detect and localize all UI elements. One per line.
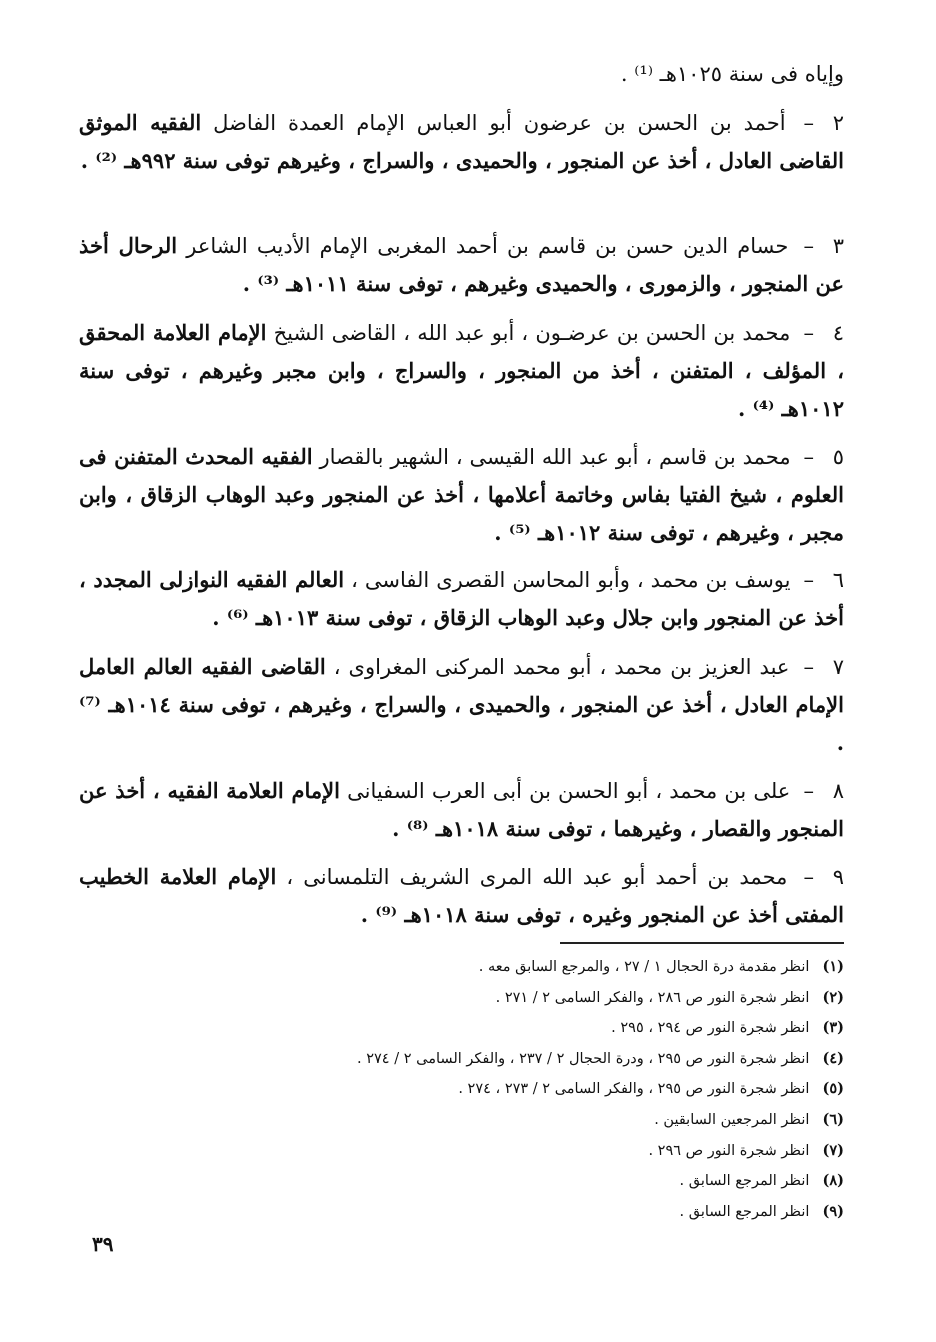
entry-text: محمد بن الحسن بن عرضـون ، أبو عبد الله ، القاضى الشيخ	[273, 321, 791, 345]
entry-dash: –	[803, 779, 814, 803]
footnote-1	[244, 952, 844, 983]
entry-7	[79, 648, 844, 762]
page-number: ٣٩	[92, 1232, 114, 1256]
footnote-7	[244, 1136, 844, 1167]
entry-dash: –	[803, 655, 814, 679]
entry-number: ٣	[832, 234, 844, 258]
footnote-text: انظر شجرة النور ص ٢٨٦ ، والفكر السامى ٢ / ٢٧١ .	[495, 989, 810, 1006]
entry-number: ٩	[832, 865, 844, 889]
entry-number: ٦	[832, 568, 844, 592]
footnote-5	[244, 1074, 844, 1105]
entry-text-bold: الرحال أخذ عن المنجور ، والزمورى ، والحميدى وغيرهم ، توفى سنة ١٠١١هـ ⁽³⁾ .	[79, 233, 844, 296]
footnote-number: (١)	[822, 958, 844, 975]
footnote-text: انظر شجرة النور ص ٢٩٤ ، ٢٩٥ .	[611, 1020, 810, 1037]
entry-8	[79, 772, 844, 848]
entry-number: ٨	[832, 779, 844, 803]
footnote-number: (٥)	[822, 1080, 844, 1098]
footnote-text: انظر شجرة النور ص ٢٩٥ ، ودرة الحجال ٢ / ٢٣٧ ، والفكر السامى ٢ / ٢٧٤ .	[357, 1050, 810, 1067]
entry-text: أحمد بن الحسن بن عرضون أبو العباس الإمام العمدة الفاضل	[213, 111, 786, 135]
entry-dash: –	[803, 865, 814, 889]
entry-dash: –	[803, 445, 814, 469]
footnote-number: (٦)	[822, 1110, 844, 1128]
entry-text: محمد بن قاسم ، أبو عبد الله القيسى ، الشهير بالقصار	[319, 445, 791, 469]
footnote-text: انظر المرجع السابق .	[679, 1203, 810, 1220]
entry-6	[79, 561, 844, 637]
footnote-number: (٩)	[822, 1202, 844, 1220]
entry-4	[79, 314, 844, 428]
footnote-4	[244, 1044, 844, 1075]
footnote-number: (٧)	[822, 1141, 844, 1159]
entry-text-bold: الإمام العلامة المحقق ، المؤلف ، المتفنن ، أخذ من المنجور ، والسراج ، وابن مجبر وغيرهم ، توفى سنة ١٠١٢هـ ⁽⁴⁾ .	[79, 320, 844, 421]
footnote-separator	[560, 942, 844, 944]
footnote-text: انظر المرجعين السابقين .	[654, 1111, 810, 1128]
entry-text-bold: الإمام العلامة الخطيب المفتى أخذ عن المنجور وغيره ، توفى سنة ١٠١٨هـ ⁽⁹⁾ .	[79, 864, 844, 927]
footnote-8	[244, 1166, 844, 1197]
footnote-number: (٤)	[822, 1049, 844, 1067]
entry-number: ٧	[832, 655, 844, 679]
footnote-2	[244, 983, 844, 1014]
entry-text-bold: الفقيه المحدث المتفنن فى العلوم ، شيخ الفتيا بفاس وخاتمة أعلامها ، أخذ عن المنجور وعبد الوهاب الزقاق ، وابن مجبر ، وغيرهم ، توفى سنة ١٠١٢هـ ⁽⁵⁾ .	[79, 444, 844, 545]
footnote-text: انظر شجرة النور ص ٢٩٥ ، والفكر السامى ٢ / ٢٧٣ ، ٢٧٤ .	[458, 1081, 810, 1098]
entry-number: ٤	[832, 321, 844, 345]
entry-text: على بن محمد ، أبو الحسن بن أبى العرب السفيانى	[347, 779, 791, 803]
footnote-6	[244, 1105, 844, 1136]
entry-text-bold: الفقيه الموثق القاضى العادل ، أخذ عن المنجور ، والحميدى ، والسراج ، وغيرهم توفى سنة ٩٩٢هـ ⁽²⁾ .	[79, 110, 844, 173]
footnote-number: (٢)	[822, 988, 844, 1006]
entry-text: يوسف بن محمد ، وأبو المحاسن القصرى الفاسى ،	[351, 568, 791, 592]
entry-2	[79, 104, 844, 180]
entry-dash: –	[803, 234, 814, 258]
footnote-text: انظر المرجع السابق .	[679, 1173, 810, 1190]
footnote-text: انظر مقدمة درة الحجال ١ / ٢٧ ، والمرجع السابق معه .	[478, 959, 810, 975]
entry-text: حسام الدين حسن بن قاسم بن أحمد المغربى الإمام الأديب الشاعر	[186, 234, 789, 258]
footnote-3	[244, 1013, 844, 1044]
entry-text: عبد العزيز بن محمد ، أبو محمد المركنى المغراوى ،	[333, 655, 790, 679]
entry-text: محمد بن أحمد أبو عبد الله المرى الشريف التلمسانى ،	[286, 865, 788, 889]
entry-dash: –	[803, 568, 814, 592]
entry-number: ٥	[832, 445, 844, 469]
entry-dash: –	[803, 111, 815, 135]
opening-line: وإياه فى سنة ١٠٢٥هـ ⁽¹⁾ .	[620, 62, 844, 86]
entry-9	[79, 858, 844, 934]
entry-text-bold: الإمام العلامة الفقيه ، أخذ عن المنجور والقصار ، وغيرهما ، توفى سنة ١٠١٨هـ ⁽⁸⁾ .	[79, 778, 844, 841]
entry-number: ٢	[832, 111, 845, 135]
footnote-9	[244, 1197, 844, 1228]
footnotes	[244, 952, 844, 1227]
entry-5	[79, 438, 844, 552]
footnote-number: (٣)	[822, 1019, 844, 1037]
entry-text-bold: القاضى الفقيه العالم العامل الإمام العادل ، أخذ عن المنجور ، والحميدى ، والسراج ، وغيرهم ، توفى سنة ١٠١٤هـ ⁽⁷⁾ .	[79, 654, 844, 755]
entry-dash: –	[803, 321, 814, 345]
footnote-number: (٨)	[822, 1172, 844, 1190]
entry-3	[79, 227, 844, 303]
entry-text-bold: العالم الفقيه النوازلى المجدد ، أخذ عن المنجور وابن جلال وعبد الوهاب الزقاق ، توفى سنة ١٠١٣هـ ⁽⁶⁾ .	[79, 567, 844, 630]
footnote-text: انظر شجرة النور ص ٢٩٦ .	[648, 1142, 810, 1159]
